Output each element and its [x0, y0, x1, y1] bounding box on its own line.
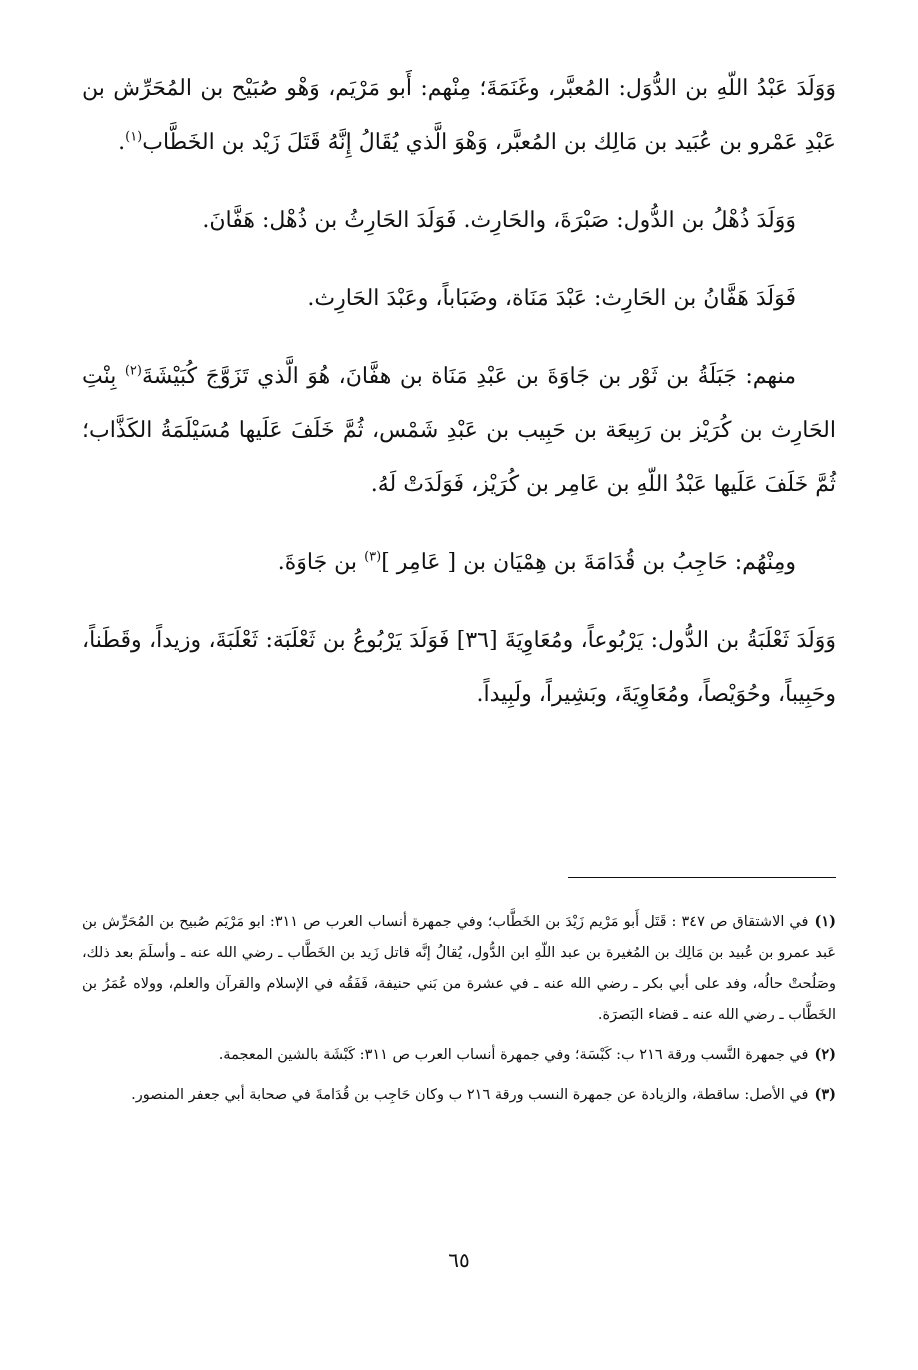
footnote-3 [82, 1079, 836, 1111]
paragraph-1 [82, 62, 836, 170]
paragraph-text-continued: بن جَاوَةَ [284, 550, 358, 575]
paragraph-text: وَوَلَدَ ثَعْلَبَةُ بن الدُّول: يَرْبُوعاً، ومُعَاوِيَةَ [٣٦] فَوَلَدَ يَرْبُوعُ بن ثَعْلَبَة: ثَعْلَبَةَ، وزيداً، وقَطَناً، وحَبِيباً، وحُوَيْصاً، ومُعَاوِيَةَ، وبَشِيراً، ولَبِيداً [82, 628, 836, 707]
paragraph-end: . [370, 472, 378, 497]
paragraph-text: وَوَلَدَ عَبْدُ اللّهِ بن الدُّوَل: المُعبَّر، وغَنَمَةَ؛ مِنْهم: أَبو مَرْيَم، وَهْو صُبَيْح بن المُحَرِّش بن عَبْدِ عَمْرو بن عُبَيد بن مَالِك بن المُعبَّر، وَهْوَ الَّذي يُقَالُ إِنَّهُ قَتَلَ زَيْد بن الخَطَّاب [82, 76, 836, 155]
paragraph-text-continued: بِنْتِ الحَارِث بن كُرَيْز بن رَبِيعَة بن حَبِيب بن عَبْدِ شَمْس، ثُمَّ خَلَفَ عَلَيها مُسَيْلَمَةُ الكَذَّاب؛ ثُمَّ خَلَفَ عَلَيها عَبْدُ اللّهِ بن عَامِر بن كُرَيْز، فَوَلَدَتْ لَهُ [82, 364, 836, 497]
paragraph-end: . [307, 286, 315, 311]
paragraph-text: وَوَلَدَ ذُهْلُ بن الدُّول: صَبْرَةَ، والحَارِث. فَوَلَدَ الحَارِثُ بن ذُهْل: هَفَّانَ [209, 208, 796, 233]
paragraph-6 [82, 614, 836, 722]
footnote-ref: (٣) [364, 549, 382, 565]
footnote-divider [568, 877, 836, 878]
main-text [82, 62, 836, 746]
paragraph-5 [82, 536, 836, 590]
footnote-1 [82, 906, 836, 1031]
footnote-text: في الأصل: ساقطة، والزيادة عن جمهرة النسب ورقة ٢١٦ ب وكان حَاجِب بن قُدَامةَ في صحابة أبي جعفر المنصور. [131, 1087, 809, 1103]
footnote-text: في جمهرة النَّسب ورقة ٢١٦ ب: كَبْسَة؛ وفي جمهرة أنساب العرب ص ٣١١: كَبْشَة بالشين المعجمة. [218, 1047, 809, 1063]
footnote-number: (٣) [814, 1086, 836, 1103]
footnote-2 [82, 1039, 836, 1071]
paragraph-end: . [476, 682, 484, 707]
paragraph-4 [82, 350, 836, 512]
footnote-number: (٢) [814, 1046, 836, 1063]
paragraph-end: . [118, 130, 126, 155]
paragraph-3 [82, 272, 836, 326]
footnote-ref: (١) [125, 129, 143, 145]
paragraph-text: فَوَلَدَ هَفَّانُ بن الحَارِث: عَبْدَ مَنَاة، وضَبَاباً، وعَبْدَ الحَارِث [314, 286, 796, 311]
paragraph-2 [82, 194, 836, 248]
footnote-number: (١) [814, 913, 836, 930]
footnote-text: في الاشتقاق ص ٣٤٧ : قَتَل أَبو مَرْيم زَيْدَ بن الخَطَّاب؛ وفي جمهرة أنساب العرب ص ٣١١: ابو مَرْيَم صُبيح بن المُحَرِّش بن عَبد عمرو بن عُبيد بن مَالِك بن المُغيرة بن عبد اللّهِ ابن الدُّول، يُقالُ إنَّه قاتل زَيد بن الخَطَّاب ـ رضي الله عنه ـ وأسلَمَ بعد ذلك، وصَلُحتْ حالُه، وفد على أبي بكر ـ رضي الله عنه ـ في عشرة من بَني حنيفة، فَفَقُه في الإسلام والقرآن والعلم، وولاه عُمَرُ بن الخَطَّاب ـ رضي الله عنه ـ قضاء البَصرَة. [82, 914, 836, 1023]
paragraph-text: منهم: جَبَلَةُ بن ثَوْر بن جَاوَةَ بن عَبْدِ مَنَاة بن هفَّانَ، هُوَ الَّذي تَزَوَّجَ كُبَيْشَةَ [141, 364, 796, 389]
page-number: ٦٥ [448, 1248, 470, 1272]
paragraph-end: . [202, 208, 210, 233]
footnote-ref: (٢) [124, 363, 142, 379]
paragraph-text: ومِنْهُم: حَاجِبُ بن قُدَامَةَ بن هِمْيَان بن [ عَامِر ] [381, 550, 796, 575]
footnotes [82, 906, 836, 1119]
paragraph-end: . [277, 550, 285, 575]
